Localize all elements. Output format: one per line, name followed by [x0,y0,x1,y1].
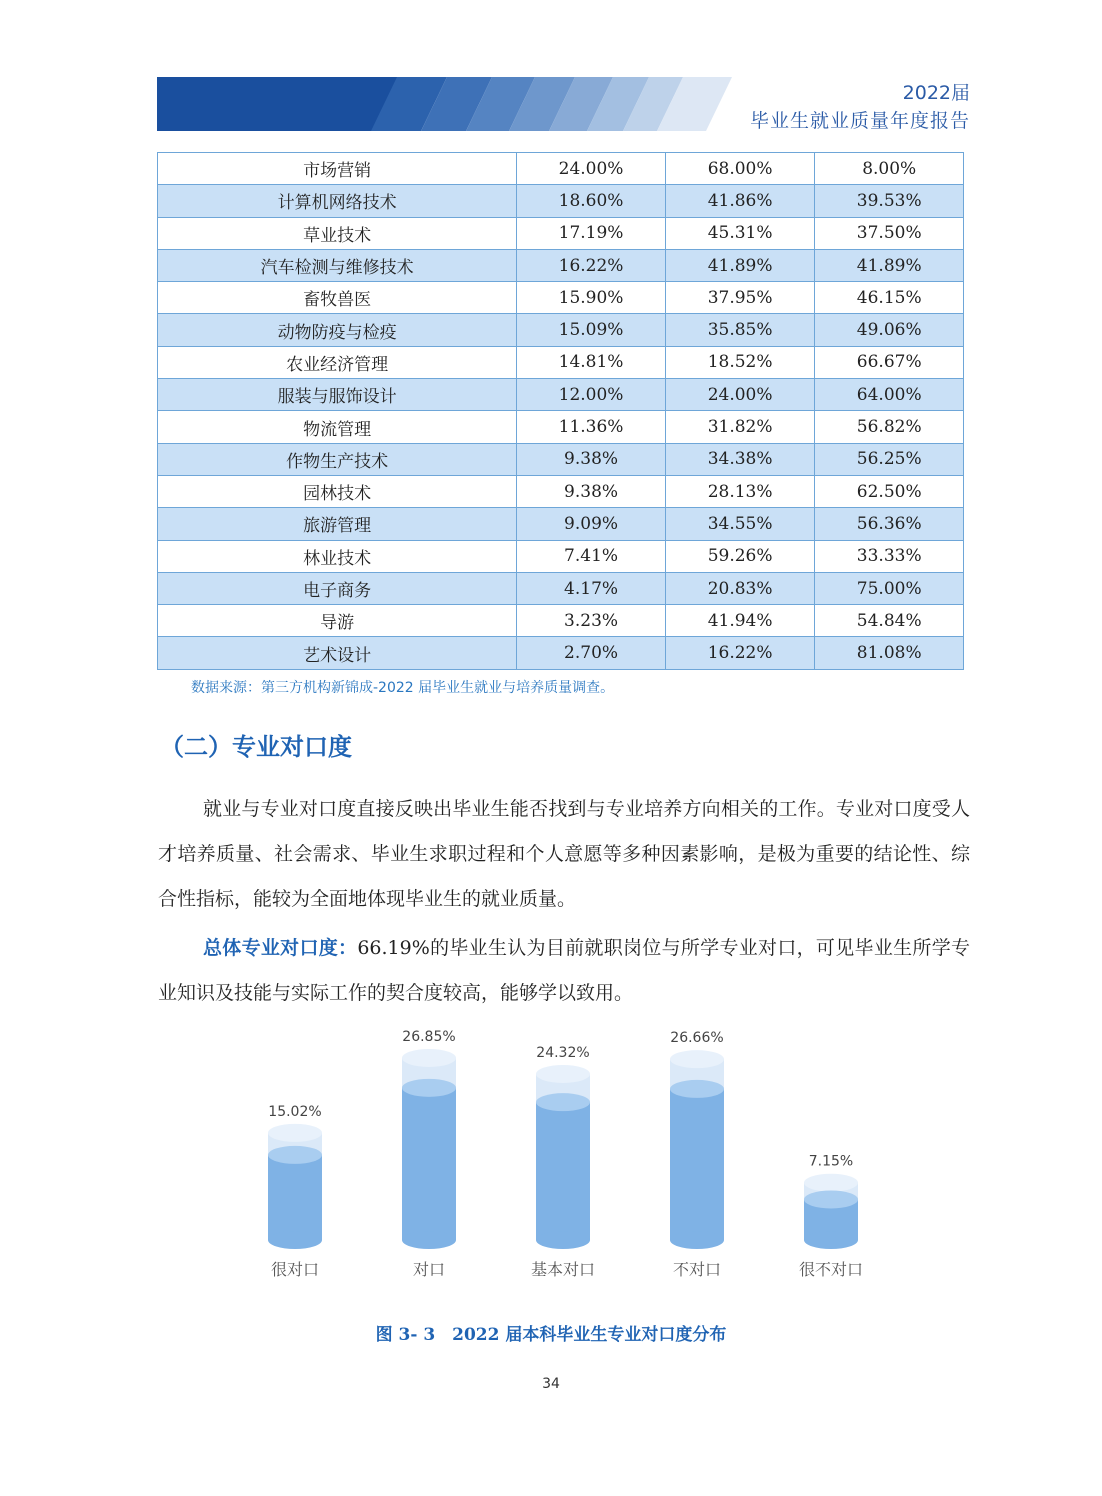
major-name-cell: 动物防疫与检疫 [158,314,517,346]
percent-cell: 8.00% [815,153,964,185]
percent-cell: 34.55% [665,508,815,540]
percent-cell: 66.67% [815,346,964,378]
percent-cell: 18.60% [517,185,666,217]
paragraph-1: 就业与专业对口度直接反映出毕业生能否找到与专业培养方向相关的工作。专业对口度受人才培养质量、社会需求、毕业生求职过程和个人意愿等多种因素影响，是极为重要的结论性、综合性指标，能较为全面地体现毕业生的就业质量。 [158,798,970,910]
chart-category-label: 很对口 [270,1260,320,1279]
paragraph-2 [158,926,970,1016]
major-name-cell: 电子商务 [158,572,517,604]
table-row [158,605,964,637]
table-row [158,217,964,249]
major-name-cell: 畜牧兽医 [158,282,517,314]
percent-cell: 18.52% [665,346,815,378]
table-row [158,637,964,669]
major-name-cell: 计算机网络技术 [158,185,517,217]
percent-cell: 34.38% [665,443,815,475]
percent-cell: 4.17% [517,572,666,604]
chart-category-label: 基本对口 [530,1260,596,1279]
table-row [158,282,964,314]
header-banner [157,77,732,131]
percent-cell: 81.08% [815,637,964,669]
major-name-cell: 服装与服饰设计 [158,379,517,411]
chart-value-label: 26.85% [402,1030,456,1045]
table-row [158,475,964,507]
major-name-cell: 市场营销 [158,153,517,185]
table-row [158,443,964,475]
chart-value-label: 24.32% [536,1044,590,1061]
percent-cell: 28.13% [665,475,815,507]
percent-cell: 45.31% [665,217,815,249]
table-row [158,314,964,346]
table-row [158,249,964,281]
percent-cell: 62.50% [815,475,964,507]
paragraph-2-highlight: 总体专业对口度： [203,937,358,959]
percent-cell: 37.50% [815,217,964,249]
percent-cell: 31.82% [665,411,815,443]
major-name-cell: 作物生产技术 [158,443,517,475]
chart-category-label: 对口 [412,1260,446,1279]
percent-cell: 15.09% [517,314,666,346]
percent-cell: 11.36% [517,411,666,443]
major-name-cell: 农业经济管理 [158,346,517,378]
major-name-cell: 艺术设计 [158,637,517,669]
percent-cell: 56.25% [815,443,964,475]
percent-cell: 24.00% [665,379,815,411]
table-row [158,346,964,378]
percent-cell: 64.00% [815,379,964,411]
percent-cell: 59.26% [665,540,815,572]
major-name-cell: 林业技术 [158,540,517,572]
table-row [158,411,964,443]
major-name-cell: 旅游管理 [158,508,517,540]
percent-cell: 54.84% [815,605,964,637]
percent-cell: 41.89% [815,249,964,281]
percent-cell: 35.85% [665,314,815,346]
percent-cell: 9.38% [517,475,666,507]
chart-category-label: 很不对口 [798,1260,864,1279]
percent-cell: 49.06% [815,314,964,346]
percent-cell: 24.00% [517,153,666,185]
percent-cell: 75.00% [815,572,964,604]
page-number: 34 [542,1376,560,1392]
table-row [158,572,964,604]
major-name-cell: 园林技术 [158,475,517,507]
major-name-cell: 草业技术 [158,217,517,249]
chart-bar [268,1124,322,1249]
section-title: （二）专业对口度 [160,733,352,761]
paragraph-2-text: 66.19%的毕业生认为目前就职岗位与所学专业对口，可见毕业生所学专业知识及技能与实际工作的契合度较高，能够学以致用。 [158,937,970,1004]
chart-bar [804,1174,858,1249]
percent-cell: 2.70% [517,637,666,669]
percent-cell: 46.15% [815,282,964,314]
chart-bar [402,1049,456,1249]
percent-cell: 68.00% [665,153,815,185]
table-row [158,153,964,185]
percent-cell: 39.53% [815,185,964,217]
major-name-cell: 物流管理 [158,411,517,443]
percent-cell: 41.86% [665,185,815,217]
chart-value-label: 26.66% [670,1030,724,1047]
chart-bar [536,1065,590,1249]
percent-cell: 9.09% [517,508,666,540]
header-subtitle: 毕业生就业质量年度报告 [749,110,970,132]
table-row [158,379,964,411]
percent-cell: 16.22% [665,637,815,669]
percent-cell: 33.33% [815,540,964,572]
percent-cell: 12.00% [517,379,666,411]
percent-cell: 41.89% [665,249,815,281]
percent-cell: 56.36% [815,508,964,540]
chart-value-label: 15.02% [268,1103,322,1120]
table-row [158,185,964,217]
percent-cell: 3.23% [517,605,666,637]
table-row [158,508,964,540]
percent-cell: 14.81% [517,346,666,378]
percent-cell: 9.38% [517,443,666,475]
table-row [158,540,964,572]
major-name-cell: 汽车检测与维修技术 [158,249,517,281]
match-degree-chart [200,1030,920,1300]
percent-cell: 16.22% [517,249,666,281]
figure-caption: 图 3- 3 2022 届本科毕业生专业对口度分布 [375,1325,727,1345]
major-name-cell: 导游 [158,605,517,637]
percent-cell: 41.94% [665,605,815,637]
percent-cell: 37.95% [665,282,815,314]
percent-cell: 7.41% [517,540,666,572]
header-year: 2022届 [902,82,970,104]
percent-cell: 17.19% [517,217,666,249]
chart-value-label: 7.15% [808,1153,854,1170]
percent-cell: 20.83% [665,572,815,604]
percent-cell: 56.82% [815,411,964,443]
data-source-note: 数据来源：第三方机构新锦成-2022 届毕业生就业与培养质量调查。 [191,680,615,696]
major-table [157,152,964,670]
chart-category-label: 不对口 [672,1260,722,1279]
chart-bar [670,1050,724,1249]
percent-cell: 15.90% [517,282,666,314]
